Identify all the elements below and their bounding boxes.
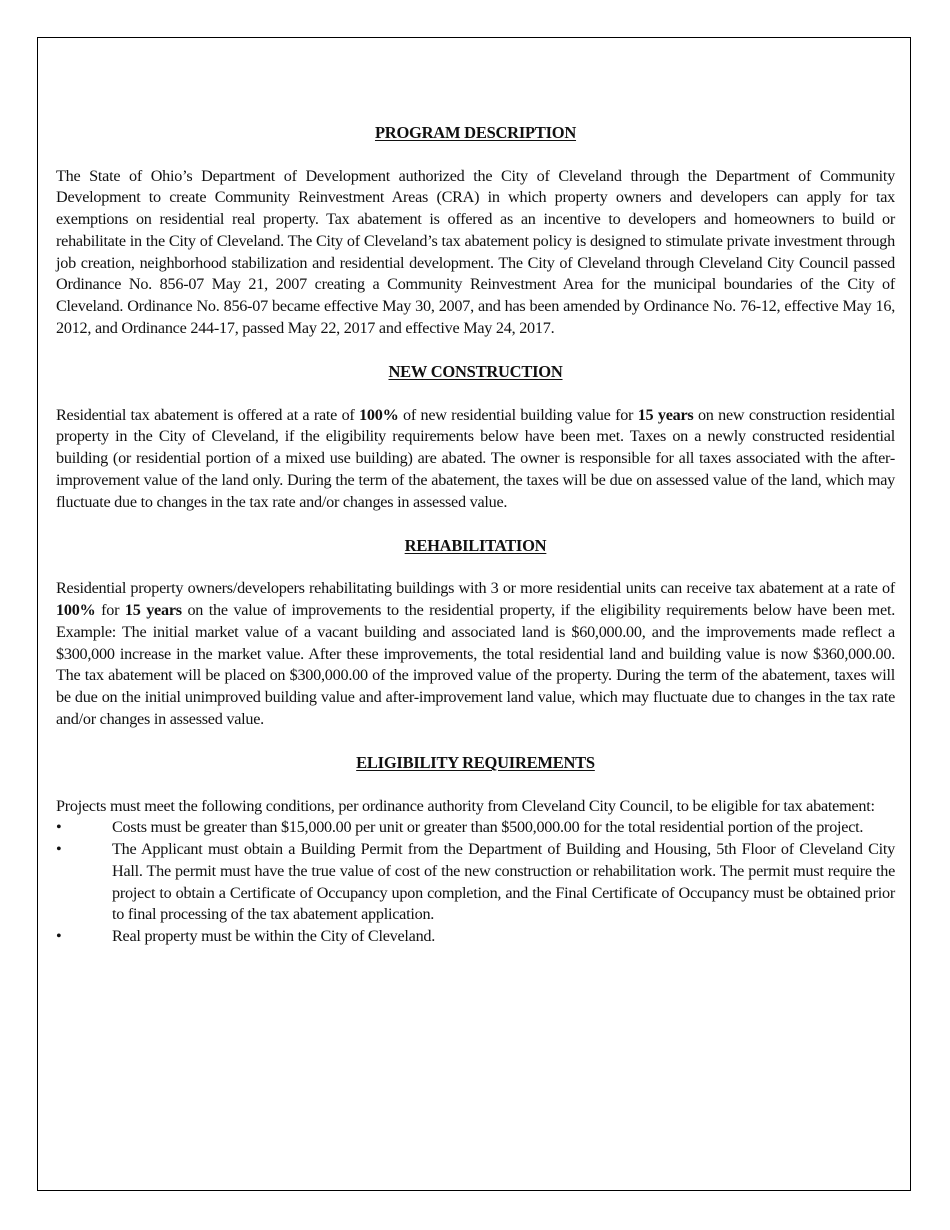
paragraph-text: Residential property owners/developers rehabilitating buildings with 3 or more residential units can receive tax abatement at a rate of	[56, 579, 895, 598]
abatement-term: 15 years	[637, 405, 694, 424]
list-item-text: Real property must be within the City of Cleveland.	[112, 927, 436, 945]
section-eligibility-requirements	[56, 752, 895, 948]
abatement-rate: 100%	[56, 601, 96, 619]
abatement-rate: 100%	[359, 405, 399, 424]
section-paragraph	[56, 405, 895, 514]
section-program-description	[56, 122, 895, 340]
paragraph-text: on new construction residential property in the City of Cleveland, if the eligibility requirements below have been met. Taxes on a newly constructed residential building (or residential portion of a mixed use building) are abated. The owner is responsible for all taxes associated with the after-improvement value of the land only. During the term of the abatement, the taxes will be due on assessed value of the land, which may fluctuate due to changes in the tax rate and/or changes in assessed value.	[56, 405, 895, 511]
list-item	[56, 817, 895, 839]
bullet-icon: •	[56, 818, 62, 837]
section-rehabilitation	[56, 535, 895, 731]
requirements-list	[56, 817, 895, 948]
document-body	[56, 122, 895, 948]
section-paragraph: The State of Ohio’s Department of Development authorized the City of Cleveland through the Department of Community Development to create Community Reinvestment Areas (CRA) in which property owners and developers can apply for tax exemptions on residential real property. Tax abatement is offered as an incentive to developers and homeowners to build or rehabilitate in the City of Cleveland. The City of Cleveland’s tax abatement policy is designed to stimulate private investment through job creation, neighborhood stabilization and residential development. The City of Cleveland through Cleveland City Council passed Ordinance No. 856-07 May 21, 2007 creating a Community Reinvestment Area for the municipal boundaries of the City of Cleveland. Ordinance No. 856-07 became effective May 30, 2007, and has been amended by Ordinance No. 76-12, effective May 16, 2012, and Ordinance 244-17, passed May 22, 2017 and effective May 24, 2017.	[56, 166, 895, 337]
section-new-construction	[56, 361, 895, 513]
paragraph-text: for	[95, 601, 125, 619]
list-item-text: The Applicant must obtain a Building Permit from the Department of Building and Housing, 5th Floor of Cleveland City Hall. The permit must have the true value of cost of the new construction or rehabilitation work. The permit must require the project to obtain a Certificate of Occupancy upon completion, and the Final Certificate of Occupancy must be obtained prior to final processing of the tax abatement application.	[112, 840, 895, 924]
list-item	[56, 839, 895, 926]
section-heading: ELIGIBILITY REQUIREMENTS	[356, 753, 595, 772]
paragraph-text: on the value of improvements to the residential property, if the eligibility requirements below have been met. Example: The initial market value of a vacant building and associated land is $60,000.00, and the improvements made reflect a $300,000 increase in the market value. After these improvements, the total residential land and building value is now $360,000.00. The tax abatement will be placed on $300,000.00 of the improved value of the property. During the term of the abatement, taxes will be due on the initial unimproved building value and after-improvement land value, which may fluctuate due to changes in the tax rate and/or changes in assessed value.	[56, 601, 895, 728]
bullet-icon: •	[56, 927, 62, 945]
abatement-term: 15 years	[124, 601, 182, 619]
list-item-text: Costs must be greater than $15,000.00 per unit or greater than $500,000.00 for the total residential portion of the project.	[112, 818, 864, 837]
paragraph-text: Residential tax abatement is offered at a rate of	[56, 405, 360, 424]
list-item	[56, 926, 895, 948]
section-paragraph: Projects must meet the following conditions, per ordinance authority from Cleveland City Council, to be eligible for tax abatement:	[56, 796, 875, 815]
section-heading: REHABILITATION	[404, 535, 547, 555]
section-heading: PROGRAM DESCRIPTION	[374, 123, 577, 142]
paragraph-text: of new residential building value for	[398, 405, 638, 424]
section-paragraph	[56, 578, 895, 730]
bullet-icon: •	[56, 840, 62, 858]
section-heading: NEW CONSTRUCTION	[388, 362, 563, 381]
